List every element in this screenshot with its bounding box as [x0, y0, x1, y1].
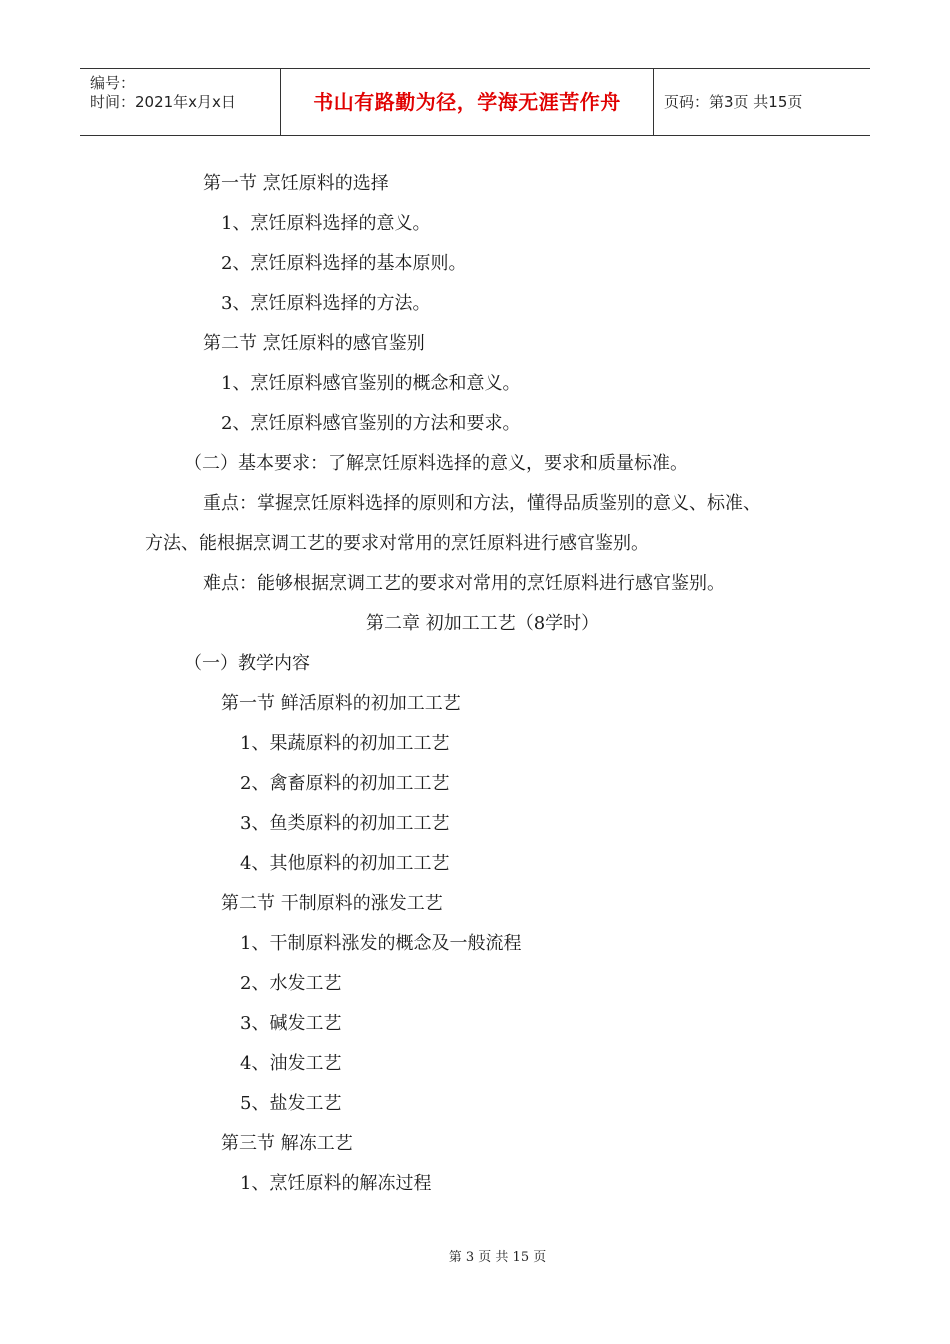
key-points-paragraph-continued: 方法、能根据烹调工艺的要求对常用的烹饪原料进行感官鉴别。	[145, 533, 649, 554]
list-item: 1、烹饪原料的解冻过程	[240, 1173, 432, 1194]
list-item: 1、烹饪原料感官鉴别的概念和意义。	[221, 373, 521, 394]
document-header	[80, 68, 870, 136]
document-date-label: 时间：2021年x月x日	[90, 93, 236, 111]
header-motto: 书山有路勤为径，学海无涯苦作舟	[281, 69, 654, 135]
key-points-paragraph: 重点：掌握烹饪原料选择的原则和方法，懂得品质鉴别的意义、标准、	[203, 493, 761, 514]
section-heading: 第三节 解冻工艺	[221, 1133, 353, 1154]
list-item: 4、油发工艺	[240, 1053, 342, 1074]
list-item: 3、烹饪原料选择的方法。	[221, 293, 431, 314]
requirements-paragraph: （二）基本要求：了解烹饪原料选择的意义，要求和质量标准。	[184, 453, 688, 474]
difficulties-paragraph: 难点：能够根据烹调工艺的要求对常用的烹饪原料进行感官鉴别。	[203, 573, 725, 594]
header-meta-cell	[80, 69, 281, 135]
list-item: 2、烹饪原料感官鉴别的方法和要求。	[221, 413, 521, 434]
subsection-heading: （一）教学内容	[184, 653, 310, 674]
list-item: 2、烹饪原料选择的基本原则。	[221, 253, 467, 274]
chapter-heading: 第二章 初加工工艺（8学时）	[366, 613, 600, 634]
section-heading: 第一节 烹饪原料的选择	[203, 173, 389, 194]
header-page-number: 页码：第3页 共15页	[664, 93, 803, 111]
section-heading: 第二节 烹饪原料的感官鉴别	[203, 333, 425, 354]
list-item: 3、碱发工艺	[240, 1013, 342, 1034]
list-item: 3、鱼类原料的初加工工艺	[240, 813, 450, 834]
list-item: 2、禽畜原料的初加工工艺	[240, 773, 450, 794]
document-code-label: 编号：	[90, 74, 136, 92]
section-heading: 第二节 干制原料的涨发工艺	[221, 893, 443, 914]
list-item: 4、其他原料的初加工工艺	[240, 853, 450, 874]
list-item: 2、水发工艺	[240, 973, 342, 994]
page-footer: 第 3 页 共 15 页	[448, 1250, 547, 1265]
list-item: 1、果蔬原料的初加工工艺	[240, 733, 450, 754]
section-heading: 第一节 鲜活原料的初加工工艺	[221, 693, 461, 714]
list-item: 5、盐发工艺	[240, 1093, 342, 1114]
list-item: 1、烹饪原料选择的意义。	[221, 213, 431, 234]
list-item: 1、干制原料涨发的概念及一般流程	[240, 933, 522, 954]
